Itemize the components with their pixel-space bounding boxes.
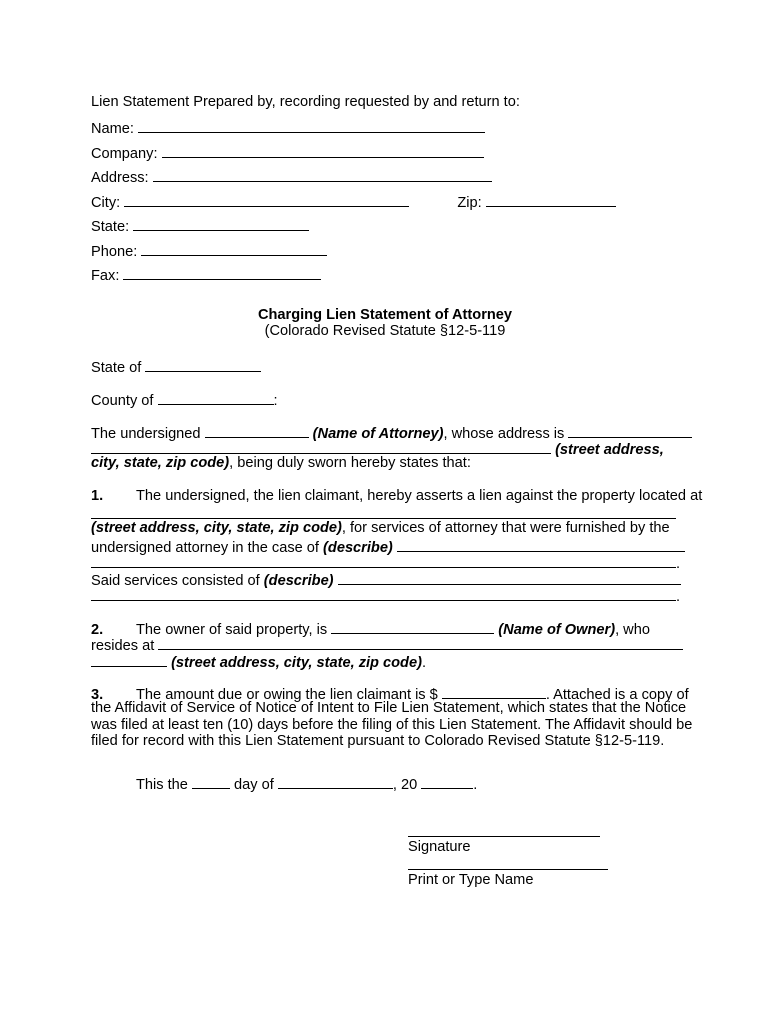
p1-street-address-label: (street address, city, state, zip code) [91,520,342,536]
p1-number: 1. [91,488,104,504]
comma-20-text: , 20 [392,777,418,793]
county-of-input-line[interactable] [158,390,274,405]
name-label: Name: [91,121,134,137]
name-of-attorney-label: (Name of Attorney) [312,426,444,442]
attorney-address-input-line-2[interactable] [91,439,551,454]
p1-line-7 [91,586,680,606]
fax-field [91,265,321,285]
county-of-label: County of [91,393,154,409]
p3-number: 3. [91,687,104,703]
p3-amount-input-line[interactable] [442,684,546,699]
name-input-line[interactable] [138,118,485,133]
zip-label: Zip: [457,195,482,211]
signature-input-line[interactable] [408,836,600,837]
p3-line-3: was filed at least ten (10) days before the filing of this Lien Statement. The Affidavit should be [91,717,693,733]
p3-line-4: filed for record with this Lien Statement pursuant to Colorado Revised Statute §12-5-119. [91,733,665,749]
p1-text-1: The undersigned, the lien claimant, hereby asserts a lien against the property located at [136,488,703,504]
document-subtitle: (Colorado Revised Statute §12-5-119 [264,323,506,339]
this-the-text: This the [136,777,188,793]
name-field [91,118,485,138]
print-name-label: Print or Type Name [408,872,534,888]
p1-case-input-line-2[interactable] [91,553,676,568]
p3-text-2: . Attached is a copy of [545,687,689,703]
dating-line [136,774,477,794]
p1-describe-label-2: (describe) [263,573,334,589]
city-state-zip-label: city, state, zip code) [91,455,230,471]
p1-period-2: . [676,589,681,605]
p1-services-text: Said services consisted of [91,573,260,589]
document-title: Charging Lien Statement of Attorney [257,307,513,323]
p1-period: . [676,556,681,572]
undersigned-line-3 [91,455,471,472]
phone-input-line[interactable] [141,241,327,256]
phone-label: Phone: [91,244,138,260]
state-of-input-line[interactable] [145,357,261,372]
p2-street-address-label: (street address, city, state, zip code) [171,655,422,671]
attorney-name-input-line[interactable] [205,423,309,438]
company-label: Company: [91,146,158,162]
p1-services-input-line-2[interactable] [91,586,676,601]
p2-owner-input-line[interactable] [331,619,494,634]
fax-label: Fax: [91,268,120,284]
p1-text-2: , for services of attorney that were furnished by the [341,520,670,536]
p2-resides-input-line-2[interactable] [91,652,167,667]
county-of-line [91,390,278,410]
address-input-line[interactable] [153,167,492,182]
p2-who-text: , who [615,622,650,638]
day-of-text: day of [234,777,274,793]
phone-field [91,241,327,261]
state-field [91,216,309,236]
name-of-owner-label: (Name of Owner) [498,622,616,638]
day-input-line[interactable] [192,774,230,789]
attorney-address-input-line-1[interactable] [568,423,692,438]
undersigned-text: The undersigned [91,426,201,442]
p2-resides-input-line[interactable] [158,635,683,650]
company-field [91,143,484,163]
p3-text-1: The amount due or owing the lien claimant is $ [136,687,438,703]
p1-case-input-line[interactable] [397,537,685,552]
dating-period: . [473,777,478,793]
prepared-by-line [91,94,520,111]
p1-line-3 [91,520,670,537]
company-input-line[interactable] [162,143,484,158]
p2-number: 2. [91,622,104,638]
state-of-line [91,357,261,377]
p1-describe-label: (describe) [323,540,393,556]
prepared-by-text: Lien Statement Prepared by, recording requested by and return to: [91,94,520,110]
address-label: Address: [91,170,149,186]
sworn-text: , being duly sworn hereby states that: [229,455,471,471]
county-colon: : [273,393,278,409]
p2-line-3 [91,652,426,672]
fax-input-line[interactable] [123,265,321,280]
p1-line-1 [91,488,702,505]
street-address-label: (street address, [555,442,664,458]
print-name-input-line[interactable] [408,869,608,870]
year-input-line[interactable] [421,774,473,789]
p3-line-2: the Affidavit of Service of Notice of Intent to File Lien Statement, which states that the Notice [91,700,687,716]
address-field [91,167,492,187]
whose-address-text: , whose address is [443,426,565,442]
state-input-line[interactable] [133,216,309,231]
p1-services-input-line[interactable] [338,570,681,585]
p2-text-1: The owner of said property, is [136,622,328,638]
signature-label: Signature [408,839,471,855]
city-label: City: [91,195,121,211]
zip-input-line[interactable] [486,192,616,207]
state-label: State: [91,219,130,235]
p2-resides-text: resides at [91,638,155,654]
city-zip-field [91,192,616,212]
p2-period: . [421,655,427,671]
state-of-label: State of [91,360,142,376]
p1-property-address-input-line[interactable] [91,518,676,519]
month-input-line[interactable] [278,774,393,789]
p1-text-3: undersigned attorney in the case of [91,540,319,556]
city-input-line[interactable] [124,192,409,207]
